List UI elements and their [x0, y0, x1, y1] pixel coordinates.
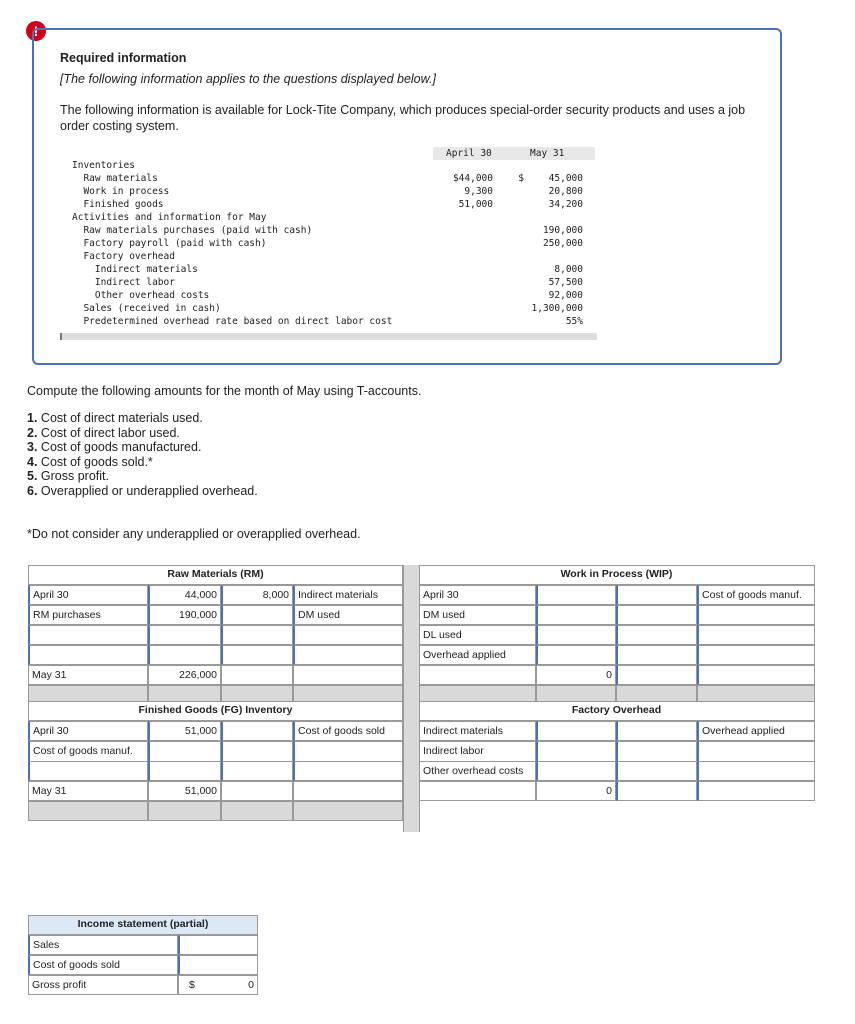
wip-blank[interactable]	[616, 625, 697, 645]
fg-april30-label[interactable]: April 30	[28, 721, 148, 741]
table-cell-may: 20,800	[548, 186, 583, 197]
info-title: Required information	[60, 51, 187, 65]
table-row-label: Factory overhead	[72, 251, 175, 262]
rm-blank[interactable]	[221, 645, 293, 665]
table-row-label: Work in process	[72, 186, 170, 197]
fg-blank[interactable]	[221, 761, 293, 781]
foh-other-value[interactable]	[536, 761, 616, 781]
rm-blank[interactable]	[148, 645, 221, 665]
question-item	[27, 426, 180, 440]
question-number: 4.	[27, 455, 38, 469]
table-row-label: Inventories	[72, 160, 135, 171]
foh-blank[interactable]	[697, 761, 815, 781]
foh-credit-label[interactable]: Overhead applied	[697, 721, 815, 741]
wip-dl-value[interactable]	[536, 625, 616, 645]
fg-footer	[28, 801, 148, 821]
table-row-label: Raw materials	[72, 173, 158, 184]
table-cell-dollar: $	[518, 173, 524, 184]
instructions: Compute the following amounts for the month of May using T-accounts.	[27, 384, 422, 398]
fg-blank[interactable]	[293, 761, 403, 781]
foh-balance-value: 0	[536, 781, 616, 801]
question-text: Cost of goods manufactured.	[40, 440, 202, 454]
fg-footer	[148, 801, 221, 821]
table-row-label: Indirect labor	[72, 277, 175, 288]
fg-blank[interactable]	[148, 761, 221, 781]
table-row-label: Indirect materials	[72, 264, 198, 275]
question-item	[27, 440, 201, 454]
table-cell-april: 9,300	[464, 186, 493, 197]
wip-dm-value[interactable]	[536, 605, 616, 625]
foh-im-value[interactable]	[536, 721, 616, 741]
alert-icon: !	[26, 21, 46, 41]
wip-april30-value[interactable]	[536, 585, 616, 605]
question-number: 6.	[27, 484, 38, 498]
rm-may31-value: 226,000	[148, 665, 221, 685]
question-item	[27, 411, 203, 425]
footnote: *Do not consider any underapplied or overapplied overhead.	[27, 527, 361, 541]
question-text: Cost of direct labor used.	[40, 426, 180, 440]
fg-may31-value: 51,000	[148, 781, 221, 801]
income-gp-label: Gross profit	[28, 975, 178, 995]
income-sales-label[interactable]: Sales	[28, 935, 178, 955]
info-subtitle: [The following information applies to the questions displayed below.]	[60, 72, 436, 86]
question-item	[27, 469, 109, 483]
wip-blank[interactable]	[697, 645, 815, 665]
foh-blank[interactable]	[697, 781, 815, 801]
question-text: Cost of direct materials used.	[40, 411, 203, 425]
rm-credit-im-value[interactable]: 8,000	[221, 585, 293, 605]
table-row-label: Finished goods	[72, 199, 164, 210]
table-cell-april: 51,000	[458, 199, 493, 210]
table-row-label: Sales (received in cash)	[72, 303, 221, 314]
table-cell-may: 45,000	[548, 173, 583, 184]
income-gp-amount: 0	[248, 979, 254, 991]
fg-credit-value[interactable]	[221, 721, 293, 741]
question-number: 5.	[27, 469, 38, 483]
table-row-label: Raw materials purchases (paid with cash)	[72, 225, 313, 236]
foh-other-label[interactable]: Other overhead costs	[418, 761, 536, 781]
wip-dm-label[interactable]: DM used	[418, 605, 536, 625]
question-text: Cost of goods sold.*	[40, 455, 153, 469]
question-number: 3.	[27, 440, 38, 454]
fg-may31-label: May 31	[28, 781, 148, 801]
wip-dl-label[interactable]: DL used	[418, 625, 536, 645]
foh-im-label[interactable]: Indirect materials	[418, 721, 536, 741]
rm-title: Raw Materials (RM)	[167, 568, 264, 580]
foh-title: Factory Overhead	[571, 704, 662, 716]
table-cell-may: 1,300,000	[531, 303, 583, 314]
rm-credit-im-label[interactable]: Indirect materials	[293, 585, 403, 605]
rm-blank[interactable]	[293, 625, 403, 645]
wip-blank[interactable]	[697, 625, 815, 645]
foh-credit-value[interactable]	[616, 721, 697, 741]
foh-blank[interactable]	[616, 781, 697, 801]
fg-blank	[293, 781, 403, 801]
col-header-april: April 30	[446, 148, 492, 159]
wip-blank[interactable]	[616, 645, 697, 665]
rm-may31-label: May 31	[28, 665, 148, 685]
currency-symbol: $	[189, 979, 195, 991]
account-separator	[403, 565, 420, 832]
wip-blank[interactable]	[697, 665, 815, 685]
table-row-label: Activities and information for May	[72, 212, 267, 223]
rm-blank	[221, 665, 293, 685]
table-cell-may: 8,000	[554, 264, 583, 275]
wip-blank[interactable]	[697, 605, 815, 625]
wip-blank[interactable]	[616, 605, 697, 625]
income-cogs-value[interactable]	[178, 955, 258, 975]
info-description: The following information is available for Lock-Tite Company, which produces special-order security products and uses a job order costing system.	[60, 103, 746, 133]
fg-footer	[293, 801, 403, 821]
rm-credit-dm-value[interactable]	[221, 605, 293, 625]
table-cell-may: 190,000	[542, 225, 583, 236]
rm-purchases-label[interactable]: RM purchases	[28, 605, 148, 625]
col-header-may: May 31	[530, 148, 565, 159]
wip-credit-label[interactable]: Cost of goods manuf.	[697, 585, 815, 605]
question-item	[27, 455, 153, 469]
table-cell-may: 55%	[565, 316, 583, 327]
rm-april30-value[interactable]: 44,000	[148, 585, 221, 605]
table-cell-may: 250,000	[542, 238, 583, 249]
wip-april30-label[interactable]: April 30	[418, 585, 536, 605]
foh-balance-label[interactable]	[418, 781, 536, 801]
income-title: Income statement (partial)	[77, 918, 209, 930]
rm-blank[interactable]	[148, 625, 221, 645]
fg-cogm-label[interactable]: Cost of goods manuf.	[28, 741, 148, 767]
wip-oh-value[interactable]	[536, 645, 616, 665]
rm-purchases-value[interactable]: 190,000	[148, 605, 221, 625]
fg-credit-label[interactable]: Cost of goods sold	[293, 721, 403, 741]
table-cell-may: 92,000	[548, 290, 583, 301]
income-cogs-label[interactable]: Cost of goods sold	[28, 955, 178, 975]
rm-blank[interactable]	[28, 625, 148, 645]
question-text: Gross profit.	[40, 469, 109, 483]
wip-credit-value[interactable]	[616, 585, 697, 605]
wip-blank[interactable]	[616, 665, 697, 685]
rm-april30-label[interactable]: April 30	[28, 585, 148, 605]
fg-footer	[221, 801, 293, 821]
wip-balance-value: 0	[536, 665, 616, 685]
fg-blank[interactable]	[28, 761, 148, 781]
fg-april30-value[interactable]: 51,000	[148, 721, 221, 741]
rm-blank[interactable]	[28, 645, 148, 665]
table-row-label: Predetermined overhead rate based on direct labor cost	[72, 316, 393, 327]
rm-blank[interactable]	[221, 625, 293, 645]
question-number: 1.	[27, 411, 38, 425]
income-sales-value[interactable]	[178, 935, 258, 955]
question-item	[27, 484, 258, 498]
wip-oh-label[interactable]: Overhead applied	[418, 645, 536, 665]
foh-il-label[interactable]: Indirect labor	[418, 741, 536, 767]
table-cell-may: 34,200	[548, 199, 583, 210]
table-scrollbar[interactable]	[60, 333, 597, 340]
question-text: Overapplied or underapplied overhead.	[40, 484, 258, 498]
foh-blank[interactable]	[616, 761, 697, 781]
wip-title: Work in Process (WIP)	[560, 568, 673, 580]
table-cell-may: 57,500	[548, 277, 583, 288]
fg-blank	[221, 781, 293, 801]
table-row-label: Other overhead costs	[72, 290, 210, 301]
rm-blank[interactable]	[293, 645, 403, 665]
table-row-label: Factory payroll (paid with cash)	[72, 238, 267, 249]
rm-blank	[293, 665, 403, 685]
question-number: 2.	[27, 426, 38, 440]
rm-credit-dm-label[interactable]: DM used	[293, 605, 403, 625]
table-cell-april: $44,000	[452, 173, 493, 184]
wip-balance-label[interactable]	[418, 665, 536, 685]
income-gp-value	[178, 975, 258, 995]
fg-title: Finished Goods (FG) Inventory	[138, 704, 293, 716]
